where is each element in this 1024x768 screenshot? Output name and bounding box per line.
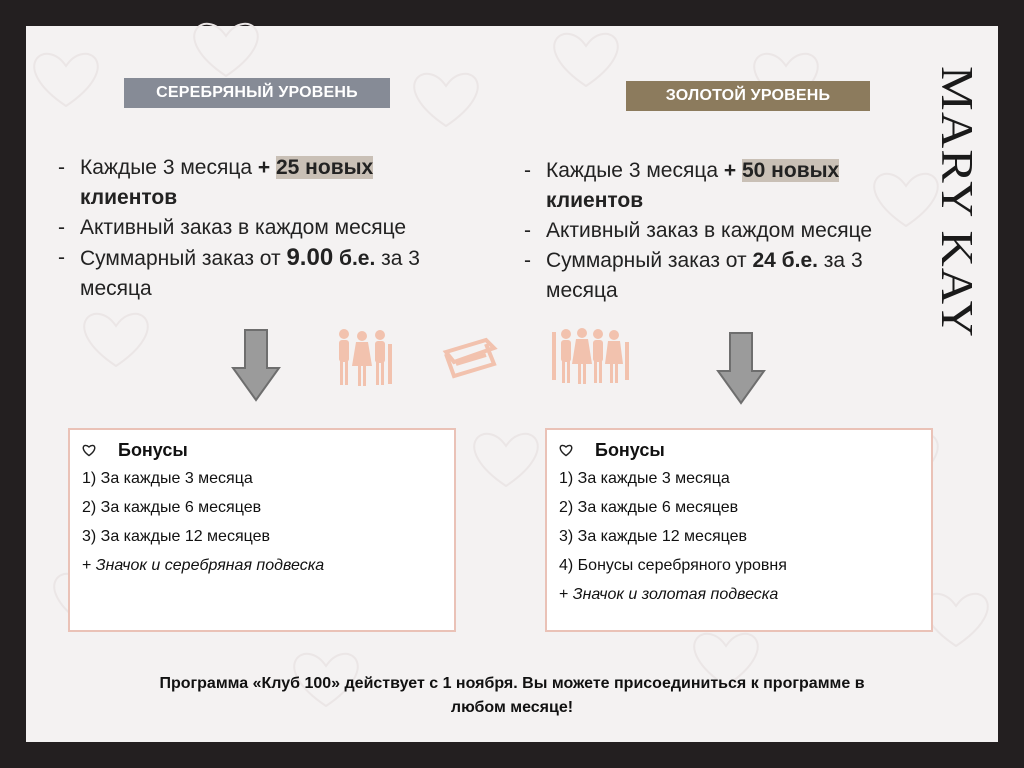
heart-bullet-icon bbox=[82, 444, 96, 457]
silver-bonus-item: 3) За каждые 12 месяцев bbox=[82, 528, 270, 545]
gold-bonus-item: 4) Бонусы серебряного уровня bbox=[559, 557, 787, 574]
silver-requirement-active-order: - Активный заказ в каждом месяце bbox=[58, 216, 407, 239]
gold-new-clients-highlight: 50 новых bbox=[741, 159, 840, 182]
gold-bonus-item: 2) За каждые 6 месяцев bbox=[559, 499, 739, 516]
cosmetics-case-icon bbox=[442, 336, 498, 380]
silver-new-clients-highlight: 25 новых bbox=[275, 156, 374, 179]
gold-requirement-total-order: - Суммарный заказ от 24 б.е. за 3 месяца bbox=[524, 249, 863, 302]
silver-requirement-total-order: - Суммарный заказ от 9.00 б.е. за 3 месяца bbox=[58, 244, 420, 300]
silver-requirements-list bbox=[58, 153, 508, 304]
gold-bonus-title: Бонусы bbox=[559, 436, 921, 464]
heart-bullet-icon bbox=[559, 444, 573, 457]
gold-requirement-new-clients: - Каждые 3 месяца + 50 новых клиентов bbox=[524, 159, 840, 212]
gold-requirements-list bbox=[524, 156, 954, 306]
silver-bonus-title: Бонусы bbox=[82, 436, 444, 464]
gold-requirement-active-order: - Активный заказ в каждом месяце bbox=[524, 219, 873, 242]
people-icon bbox=[332, 326, 396, 388]
down-arrow-icon bbox=[716, 331, 766, 405]
gold-bonus-extra: + Значок и золотая подвеска bbox=[559, 586, 779, 603]
gold-bonus-item: 3) За каждые 12 месяцев bbox=[559, 528, 747, 545]
gold-bonus-item: 1) За каждые 3 месяца bbox=[559, 470, 730, 487]
people-icon bbox=[550, 326, 632, 386]
silver-bonus-item: 1) За каждые 3 месяца bbox=[82, 470, 253, 487]
silver-total-amount: 9.00 bbox=[286, 244, 334, 271]
silver-level-badge: СЕРЕБРЯНЫЙ УРОВЕНЬ bbox=[124, 78, 390, 108]
silver-bonus-box bbox=[68, 428, 456, 632]
silver-requirement-new-clients: - Каждые 3 месяца + 25 новых клиентов bbox=[58, 156, 374, 209]
slide bbox=[26, 26, 998, 742]
footer-line-2: любом месяце! bbox=[450, 699, 574, 716]
gold-bonus-box bbox=[545, 428, 933, 632]
footer-line-1: Программа «Клуб 100» действует с 1 ноября. Вы можете присоединиться к программе в bbox=[159, 675, 865, 692]
heart-pattern-background bbox=[26, 26, 998, 742]
silver-bonus-extra: + Значок и серебряная подвеска bbox=[82, 557, 325, 574]
silver-bonus-item: 2) За каждые 6 месяцев bbox=[82, 499, 262, 516]
down-arrow-icon bbox=[231, 328, 281, 402]
gold-total-amount: 24 б.е. bbox=[752, 249, 818, 272]
brand-logo-text: MARY KAY bbox=[932, 66, 983, 315]
program-footer-note bbox=[66, 672, 958, 720]
gold-level-badge: ЗОЛОТОЙ УРОВЕНЬ bbox=[626, 81, 870, 111]
